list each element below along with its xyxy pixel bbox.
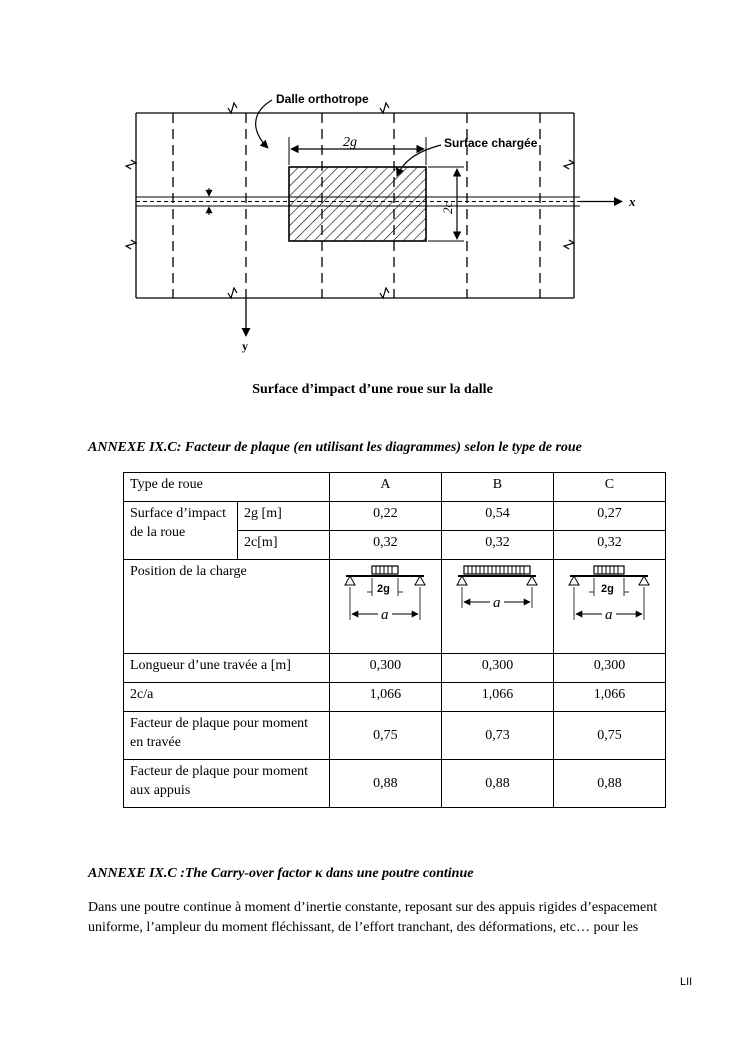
- span-label: Longueur d’une travée a [m]: [124, 654, 330, 683]
- header-type-label: Type de roue: [124, 473, 330, 502]
- cell-ratio-b: 1,066: [441, 683, 553, 712]
- load-diagram-c: [553, 560, 665, 654]
- y-axis-label: y: [242, 339, 248, 353]
- cell-ratio-c: 1,066: [553, 683, 665, 712]
- cell-2g-b: 0,54: [441, 502, 553, 531]
- svg-text:a: a: [381, 607, 389, 623]
- svg-text:a: a: [605, 607, 613, 623]
- load-diagram-a: [329, 560, 441, 654]
- loaded-surface: [289, 167, 426, 241]
- row-2g-label: 2g [m]: [238, 502, 330, 531]
- label-surface-chargee: Surface chargée: [444, 136, 538, 150]
- load-diagram-c-svg: [564, 562, 654, 628]
- load-diagram-b: [441, 560, 553, 654]
- cell-span-a: 0,300: [329, 654, 441, 683]
- cell-span-c: 0,300: [553, 654, 665, 683]
- svg-text:2g: 2g: [377, 583, 391, 595]
- cell-ratio-a: 1,066: [329, 683, 441, 712]
- plate-factor-table: [123, 472, 666, 808]
- svg-text:2g: 2g: [601, 583, 615, 595]
- ratio-label: 2c/a: [124, 683, 330, 712]
- cell-2g-a: 0,22: [329, 502, 441, 531]
- moment-span-label: Facteur de plaque pour moment en travée: [124, 712, 330, 760]
- cell-2c-c: 0,32: [553, 531, 665, 560]
- label-2g: 2g: [343, 135, 357, 150]
- figure-caption: Surface d’impact d’une roue sur la dalle: [252, 382, 493, 397]
- cell-2c-b: 0,32: [441, 531, 553, 560]
- cell-moment-span-a: 0,75: [329, 712, 441, 760]
- header-type-c: C: [553, 473, 665, 502]
- cell-2g-c: 0,27: [553, 502, 665, 531]
- load-diagram-b-svg: [452, 562, 542, 628]
- label-2c: 2c: [440, 201, 455, 214]
- annex-title-plate-factor: ANNEXE IX.C: Facteur de plaque (en utilisant les diagrammes) selon le type de roue: [88, 440, 582, 455]
- annex-title-carry-over: ANNEXE IX.C :The Carry-over factor κ dans une poutre continue: [88, 866, 474, 881]
- page-number: LII: [680, 976, 693, 988]
- x-axis-label: x: [629, 194, 636, 209]
- load-diagram-a-svg: [340, 562, 430, 628]
- impact-surface-label: Surface d’impact de la roue: [124, 502, 238, 560]
- row-2c-label: 2c[m]: [238, 531, 330, 560]
- cell-moment-support-c: 0,88: [553, 760, 665, 808]
- body-paragraph: Dans une poutre continue à moment d’inertie constante, reposant sur des appuis rigides d’espacement uniforme, l’ampleur du moment fléchissant, de l’effort tranchant, des déformations, etc… pour les: [88, 900, 658, 935]
- cell-moment-support-b: 0,88: [441, 760, 553, 808]
- header-type-b: B: [441, 473, 553, 502]
- slab-diagram: [0, 0, 745, 370]
- header-type-a: A: [329, 473, 441, 502]
- label-dalle-orthotrope: Dalle orthotrope: [276, 92, 369, 106]
- cell-2c-a: 0,32: [329, 531, 441, 560]
- cell-moment-span-c: 0,75: [553, 712, 665, 760]
- moment-support-label: Facteur de plaque pour moment aux appuis: [124, 760, 330, 808]
- cell-moment-span-b: 0,73: [441, 712, 553, 760]
- position-label: Position de la charge: [124, 560, 330, 654]
- cell-span-b: 0,300: [441, 654, 553, 683]
- svg-text:a: a: [493, 595, 501, 611]
- cell-moment-support-a: 0,88: [329, 760, 441, 808]
